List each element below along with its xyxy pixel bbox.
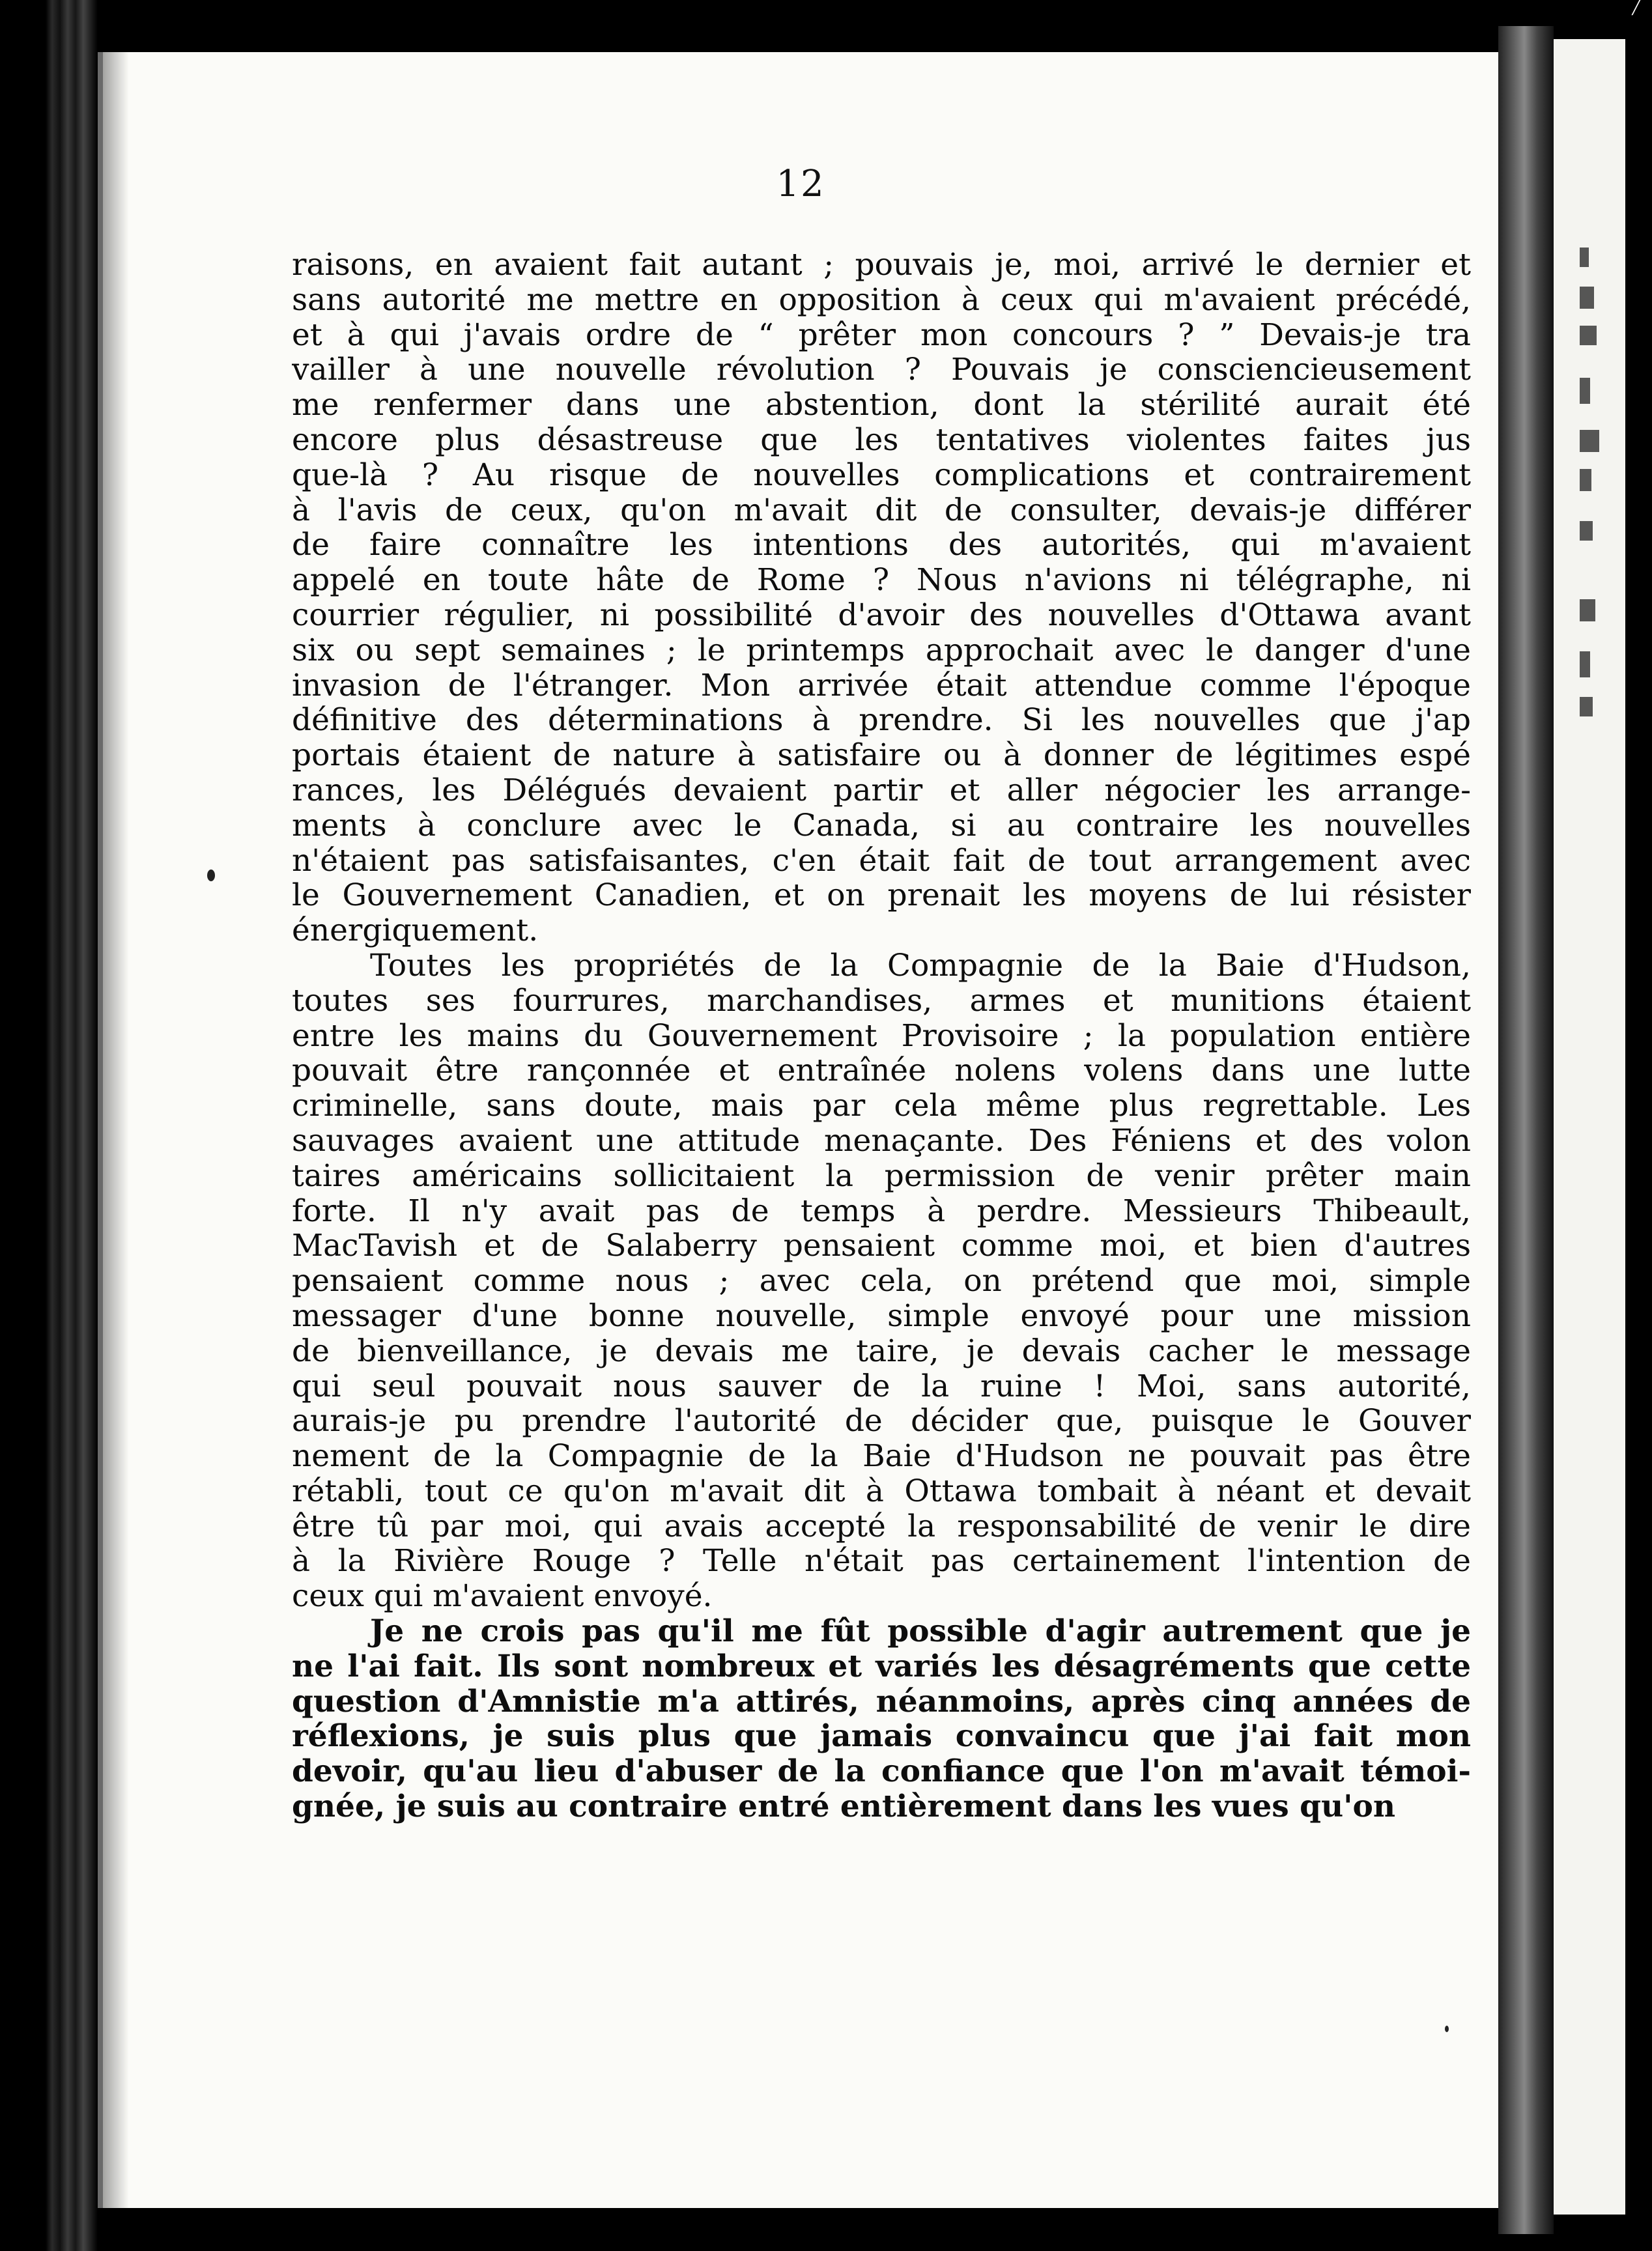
page-body-text <box>292 248 1471 1824</box>
text-line: rances, les Délégués devaient partir et aller négocier les arrange- <box>292 772 1471 808</box>
text-line: énergiquement. <box>292 913 539 948</box>
adjacent-page-text-fragment <box>1580 378 1590 404</box>
scanned-page <box>98 52 1498 2208</box>
text-line: entre les mains du Gouvernement Provisoire ; la population entière <box>292 1018 1471 1054</box>
corner-mark: ╱ <box>1632 0 1641 16</box>
text-line: sans autorité me mettre en opposition à ceux qui m'avaient précédé, <box>292 282 1471 318</box>
page-gutter <box>1498 26 1554 2234</box>
adjacent-page-text-fragment <box>1580 248 1589 267</box>
text-line: Toutes les propriétés de la Compagnie de la Baie d'Hudson, <box>370 948 1471 984</box>
text-line: réflexions, je suis plus que jamais convaincu que j'ai fait mon <box>292 1719 1471 1755</box>
text-line: forte. Il n'y avait pas de temps à perdre. Messieurs Thibeault, <box>292 1193 1471 1229</box>
text-line: de bienveillance, je devais me taire, je devais cacher le message <box>292 1333 1471 1369</box>
adjacent-page-text-fragment <box>1580 651 1590 677</box>
text-line: MacTavish et de Salaberry pensaient comme moi, et bien d'autres <box>292 1228 1471 1264</box>
text-line: qui seul pouvait nous sauver de la ruine ! Moi, sans autorité, <box>292 1368 1471 1404</box>
adjacent-page-text-fragment <box>1580 697 1593 716</box>
adjacent-page-sliver <box>1554 39 1625 2215</box>
text-line: criminelle, sans doute, mais par cela même plus regrettable. Les <box>292 1088 1471 1124</box>
text-line: taires américains sollicitaient la permission de venir prêter main <box>292 1158 1471 1194</box>
text-line: portais étaient de nature à satisfaire ou à donner de légitimes espé <box>292 738 1471 773</box>
page-number: 12 <box>776 163 825 205</box>
text-line: vailler à une nouvelle révolution ? Pouvais je consciencieusement <box>292 352 1471 388</box>
text-line: Je ne crois pas qu'il me fût possible d'agir autrement que je <box>370 1614 1471 1649</box>
adjacent-page-text-fragment <box>1580 599 1595 621</box>
text-line: à la Rivière Rouge ? Telle n'était pas certainement l'intention de <box>292 1544 1471 1579</box>
text-line: messager d'une bonne nouvelle, simple envoyé pour une mission <box>292 1298 1471 1334</box>
text-line: nement de la Compagnie de la Baie d'Hudson ne pouvait pas être <box>292 1439 1471 1474</box>
text-line: invasion de l'étranger. Mon arrivée était attendue comme l'époque <box>292 668 1471 703</box>
text-line: pouvait être rançonnée et entraînée nolens volens dans une lutte <box>292 1053 1471 1089</box>
text-line: à l'avis de ceux, qu'on m'avait dit de consulter, devais-je différer <box>292 492 1471 528</box>
text-line: raisons, en avaient fait autant ; pouvais je, moi, arrivé le dernier et <box>292 248 1471 283</box>
text-line: ceux qui m'avaient envoyé. <box>292 1579 713 1615</box>
text-line: rétabli, tout ce qu'on m'avait dit à Ottawa tombait à néant et devait <box>292 1473 1471 1509</box>
ink-speck <box>1445 2026 1449 2032</box>
text-line: que-là ? Au risque de nouvelles complications et contrairement <box>292 457 1471 493</box>
text-line: toutes ses fourrures, marchandises, armes et munitions étaient <box>292 983 1471 1019</box>
text-line: question d'Amnistie m'a attirés, néanmoins, après cinq années de <box>292 1684 1471 1720</box>
book-binding-edge <box>0 0 98 2251</box>
adjacent-page-text-fragment <box>1580 469 1591 491</box>
text-line: de faire connaître les intentions des autorités, qui m'avaient <box>292 528 1471 563</box>
text-line: encore plus désastreuse que les tentatives violentes faites jus <box>292 422 1471 458</box>
text-line: appelé en toute hâte de Rome ? Nous n'avions ni télégraphe, ni <box>292 563 1471 598</box>
adjacent-page-text-fragment <box>1580 430 1599 452</box>
text-line: ne l'ai fait. Ils sont nombreux et variés les désagréments que cette <box>292 1649 1471 1684</box>
text-line: courrier régulier, ni possibilité d'avoir des nouvelles d'Ottawa avant <box>292 597 1471 633</box>
text-line: six ou sept semaines ; le printemps approchait avec le danger d'une <box>292 632 1471 668</box>
ink-speck <box>207 870 215 881</box>
text-line: n'étaient pas satisfaisantes, c'en était fait de tout arrangement avec <box>292 843 1471 879</box>
text-line: gnée, je suis au contraire entré entièrement dans les vues qu'on <box>292 1789 1396 1824</box>
text-line: me renfermer dans une abstention, dont la stérilité aurait été <box>292 388 1471 423</box>
text-line: devoir, qu'au lieu d'abuser de la confiance que l'on m'avait témoi- <box>292 1754 1471 1790</box>
adjacent-page-text-fragment <box>1580 287 1594 309</box>
page-edge-shadow <box>103 52 129 2208</box>
text-line: ments à conclure avec le Canada, si au contraire les nouvelles <box>292 808 1471 843</box>
text-line: être tû par moi, qui avais accepté la responsabilité de venir le dire <box>292 1508 1471 1544</box>
text-line: définitive des déterminations à prendre. Si les nouvelles que j'ap <box>292 703 1471 739</box>
adjacent-page-text-fragment <box>1580 521 1593 541</box>
text-line: sauvages avaient une attitude menaçante. Des Féniens et des volon <box>292 1123 1471 1159</box>
adjacent-page-text-fragment <box>1580 326 1597 345</box>
text-line: pensaient comme nous ; avec cela, on prétend que moi, simple <box>292 1264 1471 1299</box>
text-line: et à qui j'avais ordre de “ prêter mon concours ? ” Devais-je tra <box>292 317 1471 353</box>
text-line: aurais-je pu prendre l'autorité de décider que, puisque le Gouver <box>292 1404 1471 1439</box>
text-line: le Gouvernement Canadien, et on prenait les moyens de lui résister <box>292 878 1471 914</box>
